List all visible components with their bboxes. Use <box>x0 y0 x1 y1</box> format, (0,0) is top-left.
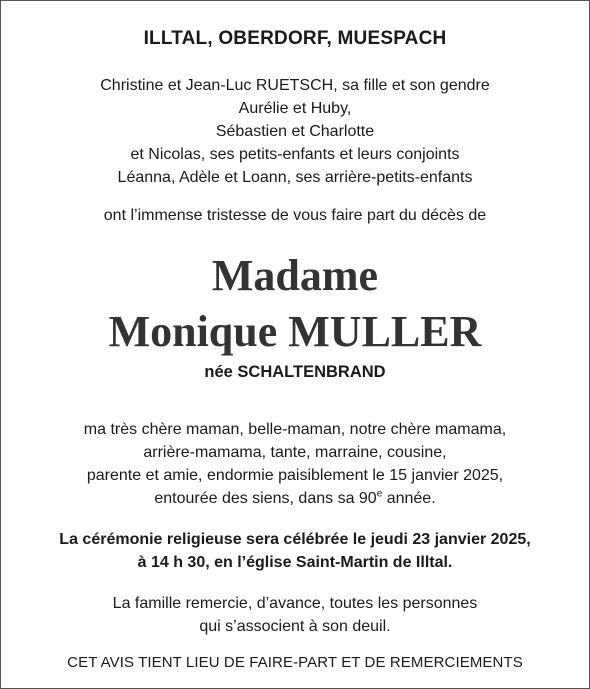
ordinal-suffix: e <box>376 488 383 500</box>
thanks-line: La famille remercie, d’avance, toutes les personnes <box>112 595 478 612</box>
thanks-line: qui s’associent à son deuil. <box>199 618 391 635</box>
location-header: ILLTAL, OBERDORF, MUESPACH <box>143 28 447 49</box>
description-line: ma très chère maman, belle-maman, notre chère mamama, <box>83 421 507 438</box>
description-line: arrière-mamama, tante, marraine, cousine, <box>143 444 447 461</box>
family-line: Léanna, Adèle et Loann, ses arrière-petits-enfants <box>117 169 473 186</box>
age-line <box>1 490 589 508</box>
ceremony-line: La cérémonie religieuse sera célébrée le jeudi 23 janvier 2025, <box>59 531 531 548</box>
ceremony-line: à 14 h 30, en l’église Saint-Martin de Illtal. <box>137 554 453 571</box>
deceased-title: Madame <box>211 251 379 300</box>
family-line: Sébastien et Charlotte <box>215 123 375 140</box>
age-text: entourée des siens, dans sa 90 <box>154 490 377 507</box>
footer-notice: CET AVIS TIENT LIEU DE FAIRE-PART ET DE REMERCIEMENTS <box>67 654 523 671</box>
family-line: Christine et Jean-Luc RUETSCH, sa fille et son gendre <box>100 77 490 94</box>
deceased-name: Monique MULLER <box>108 307 482 356</box>
age-text-end: année. <box>382 490 436 507</box>
announcement-text: ont l’immense tristesse de vous faire part du décès de <box>103 207 487 224</box>
maiden-name: née SCHALTENBRAND <box>204 363 386 381</box>
family-line: Aurélie et Huby, <box>238 100 352 117</box>
family-line: et Nicolas, ses petits-enfants et leurs conjoints <box>130 146 460 163</box>
description-line: parente et amie, endormie paisiblement le 15 janvier 2025, <box>86 467 504 484</box>
